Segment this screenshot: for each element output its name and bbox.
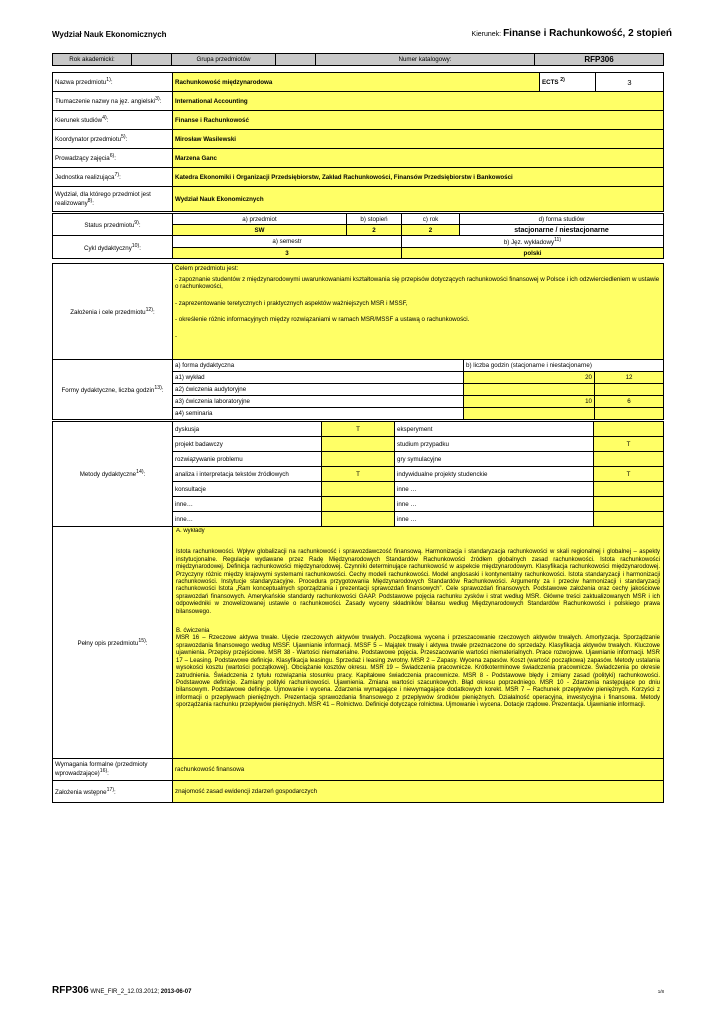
- program-label: Kierunek:: [471, 31, 502, 38]
- forms-table: [52, 359, 664, 420]
- status-d-label: d) forma studiów: [460, 214, 664, 225]
- form-hours-n: 12: [595, 372, 664, 384]
- name-label: Nazwa przedmiotu$^{1)}$:: [53, 73, 173, 92]
- methods-table: [52, 421, 664, 527]
- status-d-value: stacjonarne / niestacjonarne: [460, 225, 664, 236]
- goals-label: Założenia i cele przedmiotu$^{12)}$:: [53, 264, 173, 360]
- method-left: konsultacje: [173, 482, 322, 497]
- form-hours-n: [595, 408, 664, 420]
- exercise-heading: B. ćwiczenia: [176, 628, 210, 635]
- method-left-mark: [322, 482, 395, 497]
- info-table: [52, 72, 664, 212]
- description-value: [173, 527, 664, 759]
- teacher-label: Prowadzący zajęcia$^{6)}$:: [53, 149, 173, 168]
- cycle-a-label: a) semestr: [173, 236, 402, 248]
- goals-line: Celem przedmiotu jest:: [175, 265, 239, 272]
- method-right: inne …: [395, 512, 594, 527]
- methods-label: Metody dydaktyczne$^{14)}$:: [53, 422, 173, 527]
- coordinator-label: Koordynator przedmiotu$^{5)}$:: [53, 130, 173, 149]
- method-left: projekt badawczy: [173, 437, 322, 452]
- method-left: dyskusja: [173, 422, 322, 437]
- goals-value: [173, 264, 664, 360]
- name-value: Rachunkowość międzynarodowa: [173, 73, 540, 92]
- method-left-mark: [322, 512, 395, 527]
- form-name: a4) seminaria: [173, 408, 464, 420]
- faculty-value: Wydział Nauk Ekonomicznych: [173, 187, 664, 212]
- program-header: [472, 28, 672, 39]
- method-right-mark: T: [594, 467, 664, 482]
- status-table: [52, 213, 664, 259]
- footer-code: RFP306: [52, 985, 89, 996]
- coordinator-value: Mirosław Wasilewski: [173, 130, 664, 149]
- method-right: inne …: [395, 497, 594, 512]
- footer-date: 2013-06-07: [160, 989, 192, 995]
- method-right-mark: [594, 512, 664, 527]
- method-right: eksperyment: [395, 422, 594, 437]
- forms-col-b: b) liczba godzin (stacjonarne i niestacjonarne): [464, 360, 664, 372]
- page-number: 1/8: [657, 989, 664, 994]
- method-left: analiza i interpretacja tekstów źródłowych: [173, 467, 322, 482]
- method-left: rozwiązywanie problemu: [173, 452, 322, 467]
- program-value: Finanse i Rachunkowość, 2 stopień: [503, 28, 672, 39]
- form-hours-s: [464, 408, 595, 420]
- status-b-label: b) stopień: [347, 214, 402, 225]
- method-right: gry symulacyjne: [395, 452, 594, 467]
- method-right: inne …: [395, 482, 594, 497]
- program-field-label: Kierunek studiów$^{4)}$:: [53, 111, 173, 130]
- ects-value: 3: [596, 73, 664, 92]
- faculty-header: Wydział Nauk Ekonomicznych: [52, 30, 167, 39]
- academic-year-value: [132, 54, 172, 66]
- form-hours-n: [595, 384, 664, 396]
- status-a-value: SW: [173, 225, 347, 236]
- requirements-value: rachunkowość finansowa: [173, 759, 664, 781]
- description-label: Pełny opis przedmiotu$^{15)}$:: [53, 527, 173, 759]
- goals-line: - określenie różnic informacyjnych między rozwiązaniami w ramach MSR/MSSF a ustawą o rachunkowości.: [175, 316, 470, 323]
- forms-col-a: a) forma dydaktyczna: [173, 360, 464, 372]
- cycle-b-label: b) Jęz. wykładowy$^{11)}$: [402, 236, 664, 248]
- group-value: [276, 54, 316, 66]
- method-left-mark: [322, 452, 395, 467]
- status-label: Status przedmiotu$^{9)}$:: [53, 214, 173, 236]
- status-a-label: a) przedmiot: [173, 214, 347, 225]
- forms-label: Formy dydaktyczne, liczba godzin$^{13)}$:: [53, 360, 173, 420]
- method-right-mark: [594, 497, 664, 512]
- cycle-b-value: polski: [402, 248, 664, 259]
- prereq-label: Założenia wstępne$^{17)}$:: [53, 781, 173, 803]
- method-right-mark: [594, 482, 664, 497]
- cycle-a-value: 3: [173, 248, 402, 259]
- goals-line: - zapoznanie studentów z międzynarodowymi uwarunkowaniami kształtowania się przepisów dotyczących rachunkowości finansowej w Polsce i ich odzwierciedleniem w ustawie o rachunkowości,: [175, 275, 660, 290]
- method-left-mark: T: [322, 467, 395, 482]
- topbar-table: [52, 53, 664, 66]
- method-left-mark: [322, 497, 395, 512]
- method-right: indywidualne projekty studenckie: [395, 467, 594, 482]
- form-hours-n: 6: [595, 396, 664, 408]
- method-right-mark: T: [594, 437, 664, 452]
- en-name-label: Tłumaczenie nazwy na jęz. angielski$^{3)}$:: [53, 92, 173, 111]
- method-left: inne…: [173, 497, 322, 512]
- method-left-mark: [322, 437, 395, 452]
- method-right-mark: [594, 452, 664, 467]
- catalog-value: RFP306: [535, 54, 664, 66]
- goals-table: [52, 263, 664, 360]
- catalog-label: Numer katalogowy:: [316, 54, 535, 66]
- cycle-label: Cykl dydaktyczny$^{10)}$:: [53, 236, 173, 259]
- exercise-text: MSR 16 – Rzeczowe aktywa trwałe. Ujęcie rzeczowych aktywów trwałych. Początkowa wycena i przeszacowanie rzeczowych aktywów trwałych. Amortyzacja. Sporządzanie sprawozdania finansowego według MSSF. Ujawnianie informacji. MSSF 5 – Majątek trwały i aktywa trwałe przeznaczone do sprzedaży. Klasyfikacja aktywów trwałych. Kluczowe ujawnienia. Przepisy przejściowe. MSR 38 - Wartości niematerialne. Podstawowe pojęcia. Przeszacowanie wartości niematerialnych. Prace rozwojowe. Ujawnianie informacji. MSR 17 – Leasing. Podstawowe definicje. Klasyfikacja leasingu. Sprzedaż i leasing zwrotny. MSR 2 – Zapasy. Wycena zapasów. Koszt (wartość początkowa) zapasów. Metody ustalania wysokości kosztu (wartości początkowej). Obciążanie kosztów okresu. MSR 19 – Świadczenia pracownicze. Krótkoterminowe świadczenia pracownicze. Świadczenia po okresie zatrudnienia. Świadczenia z tytułu rozwiązania stosunku pracy. Kapitałowe świadczenia pracownicze. MSR 8 - Podstawowe błędy i zmiany zasad (polityki) rachunkowości. Podstawowe definicje. Zamiany polityki rachunkowości. Ujawnienia. Zmiana wartości szacunkowych. Błąd okresu poprzedniego. MSR 10 - Zdarzenia następujące po dniu bilansowym. Podstawowe definicje. Ujmowanie i wycena. Zdarzenia wymagające i niewymagające dodatkowych korekt. MSR 7 – Rachunek przepływów pieniężnych. Korzyści z informacji o przepływach pieniężnych. Prezentacja sprawozdania finansowego z przepływów środków pieniężnych. Działalność operacyjna, inwestycyjna i finansowa. Metody sporządzania rachunku przepływów pieniężnych. MSR 41 – Rolnictwo. Definicje dotyczące rolnictwa. Ujmowanie i wycena. Dotacje rządowe. Prezentacja. Ujawnianie informacji.: [176, 635, 660, 709]
- faculty-label: Wydział, dla którego przedmiot jest realizowany$^{8)}$:: [53, 187, 173, 212]
- footer-doc: WNE_FIR_2_12.03.2012;: [90, 989, 160, 995]
- method-right-mark: [594, 422, 664, 437]
- requirements-label: Wymagania formalne (przedmioty wprowadzające)$^{16)}$:: [53, 759, 173, 781]
- goals-line: - zaprezentowanie teretycznych i praktycznych aspektów ważniejszych MSR i MSSF,: [175, 299, 408, 307]
- ects-label: ECTS $^{2)}$: [540, 73, 596, 92]
- teacher-value: Marzena Ganc: [173, 149, 664, 168]
- status-c-value: 2: [402, 225, 460, 236]
- form-name: a3) ćwiczenia laboratoryjne: [173, 396, 464, 408]
- form-hours-s: 20: [464, 372, 595, 384]
- form-hours-s: 10: [464, 396, 595, 408]
- prereq-value: znajomość zasad ewidencji zdarzeń gospodarczych: [173, 781, 664, 803]
- lecture-text: Istota rachunkowości. Wpływ globalizacji na rachunkowość i sprawozdawczość finansową. Harmonizacja i standaryzacja rachunkowości w skali regionalnej i globalnej – aspekty instytucjonalne. Regulacje wydawane przez Radę Międzynarodowych Standardów Rachunkowości źródłem globalnych zasad rachunkowości. Istota rachunkowości międzynarodowej. Definicja rachunkowości międzynarodowej. Czynniki determinujące rachunkowość w aspekcie międzynarodowym. Klasyfikacja rachunkowości międzynarodowej. Przyczyny różnic między krajowymi systemami rachunkowości. Cechy modeli rachunkowości. Model anglosaski i kontynentalny rachunkowości. Istota standaryzacji i harmonizacji rachunkowości. Instytucje standaryzacyjne. Procedura przygotowania Międzynarodowych Standardów Rachunkowości. Argumenty za i przeciw harmonizacji i standaryzacji rachunkowości Istota „Ram konceptualnych sporządzania i prezentacji sprawozdań finansowych”. Cele sprawozdań finansowych. Podstawowe założenia oraz cechy jakościowe sprawozdań finansowych. Amerykańskie standardy rachunkowości GAAP. Podstawowe pojęcia rachunku zysków i strat według MSR. Główne treści zaktualizowanych MSR i ich odpowiedniki w znowelizowanej ustawie o rachunkowości. Zasady wyceny składników bilansu według Międzynarodowych Standardów Rachunkowości i polskiego prawa bilansowego.: [176, 549, 660, 615]
- method-right: studium przypadku: [395, 437, 594, 452]
- form-name: a1) wykład: [173, 372, 464, 384]
- form-name: a2) ćwiczenia audytoryjne: [173, 384, 464, 396]
- program-field-value: Finanse i Rachunkowość: [173, 111, 664, 130]
- status-b-value: 2: [347, 225, 402, 236]
- method-left: inne…: [173, 512, 322, 527]
- form-hours-s: [464, 384, 595, 396]
- en-name-value: International Accounting: [173, 92, 664, 111]
- group-label: Grupa przedmiotów: [172, 54, 276, 66]
- lecture-heading: A. wykłady: [176, 528, 205, 534]
- status-c-label: c) rok: [402, 214, 460, 225]
- footer: [52, 985, 191, 996]
- method-left-mark: T: [322, 422, 395, 437]
- goals-line: -: [175, 332, 178, 340]
- description-table: [52, 526, 664, 803]
- unit-label: Jednostka realizująca$^{7)}$:: [53, 168, 173, 187]
- unit-value: Katedra Ekonomiki i Organizacji Przedsiębiorstw, Zakład Rachunkowości, Finansów Przedsiębiorstw i Bankowości: [173, 168, 664, 187]
- academic-year-label: Rok akademicki:: [53, 54, 132, 66]
